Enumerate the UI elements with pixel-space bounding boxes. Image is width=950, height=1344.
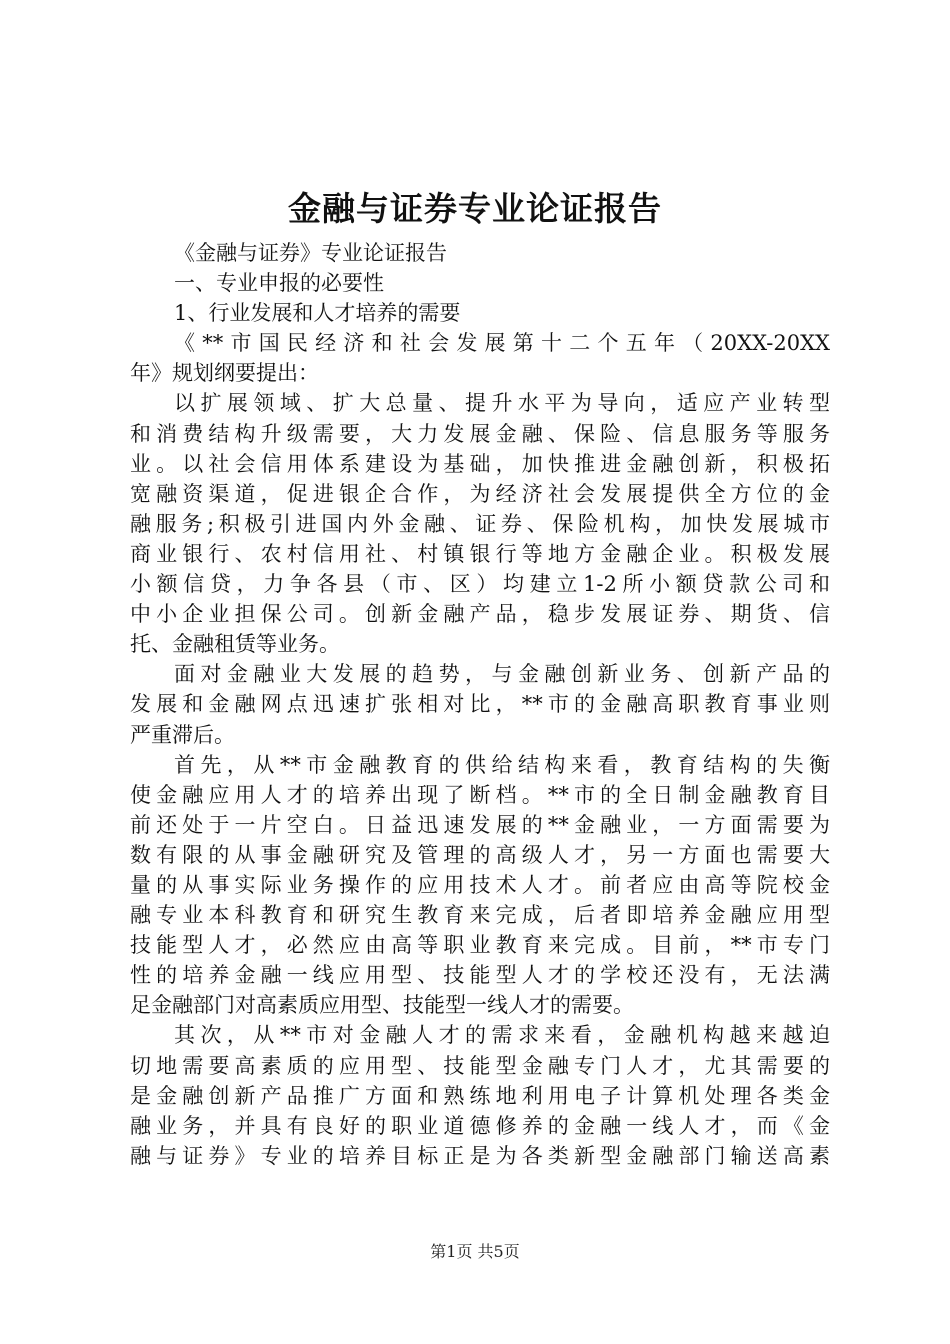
text-line: 中小企业担保公司。创新金融产品，稳步发展证券、期货、信: [130, 602, 830, 627]
subsection-heading: 1、行业发展和人才培养的需要: [174, 301, 461, 326]
text-line: 面对金融业大发展的趋势，与金融创新业务、创新产品的: [174, 662, 830, 687]
text-line: 严重滞后。: [130, 722, 235, 747]
text-line: 宽融资渠道，促进银企合作，为经济社会发展提供全方位的金: [130, 481, 830, 506]
text-line: 《**市国民经济和社会发展第十二个五年（20XX-20XX: [174, 331, 830, 356]
text-line: 《金融与证券》专业论证报告: [174, 241, 447, 265]
text-line: 以扩展领域、扩大总量、提升水平为导向，适应产业转型: [174, 391, 830, 416]
text-line: 数有限的从事金融研究及管理的高级人才，另一方面也需要大: [130, 842, 830, 867]
document-title: 金融与证券专业论证报告: [288, 189, 662, 228]
page-footer: 第1页 共5页: [430, 1242, 520, 1261]
text-line: 融服务;积极引进国内外金融、证券、保险机构，加快发展城市: [130, 511, 830, 536]
text-line: 是金融创新产品推广方面和熟练地利用电子计算机处理各类金: [130, 1083, 830, 1108]
text-line: 托、金融租赁等业务。: [130, 632, 340, 657]
text-line: 业。以社会信用体系建设为基础，加快推进金融创新，积极拓: [130, 451, 830, 476]
text-line: 切地需要高素质的应用型、技能型金融专门人才，尤其需要的: [130, 1053, 830, 1078]
text-line: 发展和金融网点迅速扩张相对比，**市的金融高职教育事业则: [130, 692, 830, 717]
text-line: 量的从事实际业务操作的应用技术人才。前者应由高等院校金: [130, 872, 830, 897]
text-line: 技能型人才，必然应由高等职业教育来完成。目前，**市专门: [130, 933, 830, 958]
text-line: 和消费结构升级需要，大力发展金融、保险、信息服务等服务: [130, 421, 830, 446]
text-line: 足金融部门对高素质应用型、技能型一线人才的需要。: [130, 993, 634, 1018]
document-body: [130, 238, 830, 1171]
text-line: 前还处于一片空白。日益迅速发展的**金融业，一方面需要为: [130, 812, 830, 837]
text-line: 商业银行、农村信用社、村镇银行等地方金融企业。积极发展: [130, 541, 830, 566]
text-line: 融与证券》专业的培养目标正是为各类新型金融部门输送高素: [130, 1143, 830, 1168]
text-line: 年》规划纲要提出：: [130, 361, 319, 386]
text-line: 其次，从**市对金融人才的需求来看，金融机构越来越迫: [174, 1023, 830, 1048]
section-heading: 一、专业申报的必要性: [174, 271, 384, 296]
text-line: 小额信贷，力争各县（市、区）均建立1-2所小额贷款公司和: [130, 572, 830, 597]
text-line: 使金融应用人才的培养出现了断档。**市的全日制金融教育目: [130, 782, 830, 807]
text-line: 融专业本科教育和研究生教育来完成，后者即培养金融应用型: [130, 903, 830, 928]
text-line: 融业务，并具有良好的职业道德修养的金融一线人才，而《金: [130, 1113, 830, 1138]
text-line: 性的培养金融一线应用型、技能型人才的学校还没有，无法满: [130, 963, 830, 988]
text-line: 首先，从**市金融教育的供给结构来看，教育结构的失衡: [174, 752, 830, 777]
